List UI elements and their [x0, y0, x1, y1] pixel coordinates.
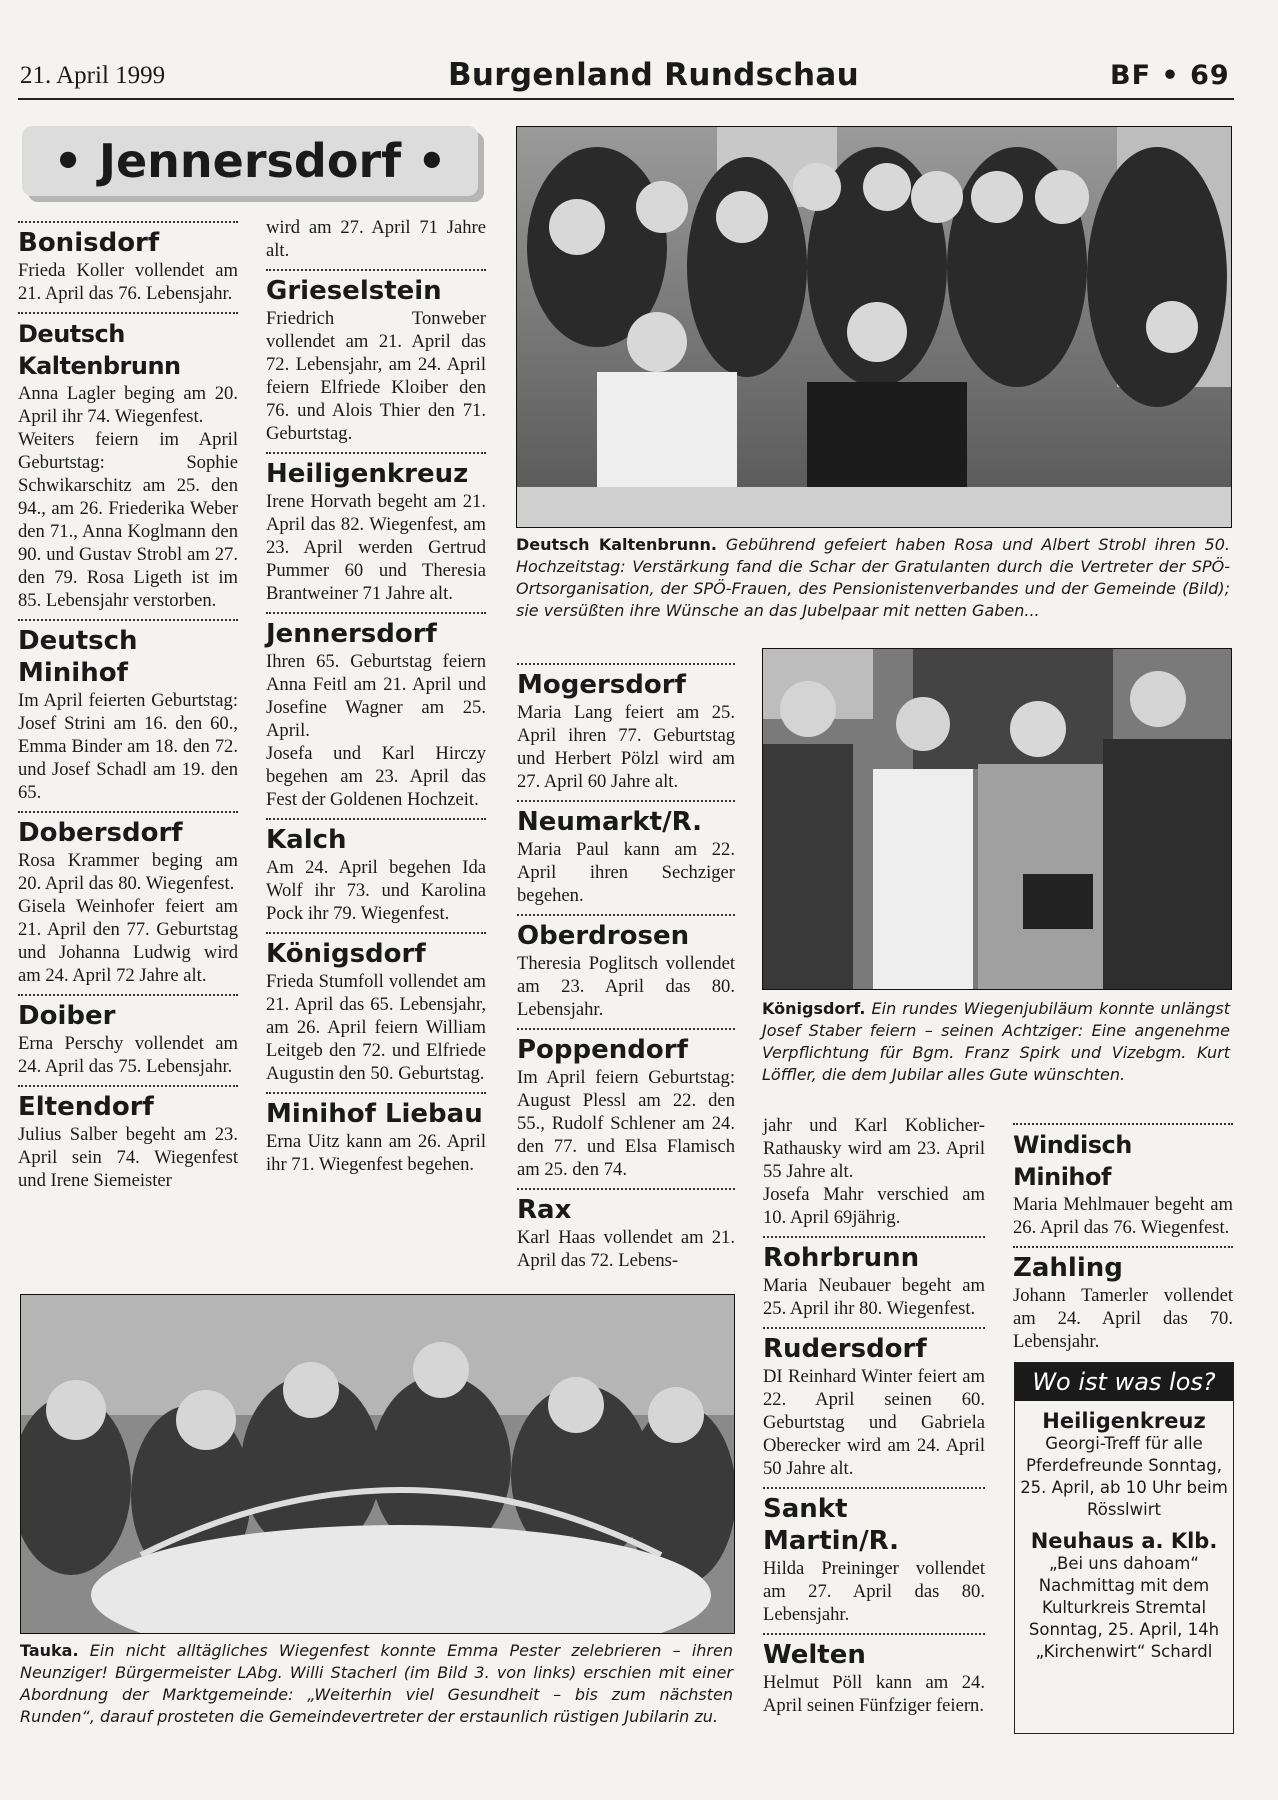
- event-text-heiligenkreuz: Georgi-Treff für alle Pferdefreunde Sonntag, 25. April, ab 10 Uhr beim Rösslwirt: [1020, 1434, 1228, 1519]
- heading-mogersdorf: Mogersdorf: [517, 670, 686, 700]
- page-number: BF • 69: [1110, 60, 1230, 91]
- caption-text: Ein rundes Wiegenjubiläum konnte unlängst Josef Staber feiern – seinen Achtziger: Eine angenehme Verpflichtung für Bgm. Franz Spirk und Vizebgm. Kurt Löffler, die dem Jubilar alles Gute wünschten.: [762, 999, 1230, 1084]
- header-rule: [18, 98, 1234, 100]
- text-jennersdorf-1: Ihren 65. Geburtstag feiern Anna Feitl am 21. April und Josefine Wagner am 25. April.: [266, 651, 486, 741]
- issue-date: 21. April 1999: [20, 62, 166, 89]
- dotted-divider: [266, 269, 486, 271]
- heading-grieselstein: Grieselstein: [266, 276, 442, 306]
- event-heading-neuhaus: Neuhaus a. Klb.: [1030, 1529, 1218, 1553]
- text-dobersdorf-2: Gisela Weinhofer feiert am 21. April den 77. Geburtstag und Johanna Ludwig wird am 24. April 72 Jahre alt.: [18, 896, 238, 986]
- events-title: Wo ist was los?: [1015, 1363, 1233, 1401]
- heading-doiber: Doiber: [18, 1001, 116, 1031]
- event-heading-heiligenkreuz: Heiligenkreuz: [1042, 1409, 1206, 1433]
- photo-birthday-table: [21, 1295, 734, 1633]
- dotted-divider: [1013, 1123, 1233, 1125]
- caption-tauka: [20, 1640, 733, 1728]
- heading-bonisdorf: Bonisdorf: [18, 228, 160, 258]
- heading-welten: Welten: [763, 1640, 866, 1670]
- heading-rohrbrunn: Rohrbrunn: [763, 1243, 920, 1273]
- dotted-divider: [18, 1085, 238, 1087]
- heading-neumarkt: Neumarkt/R.: [517, 807, 702, 837]
- caption-koenigsdorf: [762, 998, 1230, 1086]
- heading-rudersdorf: Rudersdorf: [763, 1334, 927, 1364]
- text-heiligenkreuz: Irene Horvath begeht am 21. April das 82. Wiegenfest, am 23. April werden Gertrud Pummer 60 und Theresia Brantweiner 71 Jahre alt.: [266, 491, 486, 604]
- photo-tauka: [20, 1294, 735, 1634]
- text-welten: Helmut Pöll kann am 24. April seinen Fünfziger feiern.: [763, 1672, 985, 1716]
- photo-group-portrait: [517, 127, 1231, 527]
- dotted-divider: [763, 1487, 985, 1489]
- dotted-divider: [266, 818, 486, 820]
- dotted-divider: [18, 619, 238, 621]
- heading-sankt-martin: Sankt Martin/R.: [763, 1494, 899, 1556]
- column-4: [763, 1114, 985, 1717]
- text-mogersdorf: Maria Lang feiert am 25. April ihren 77. Geburtstag und Herbert Pölzl wird am 27. April 60 Jahre alt.: [517, 702, 735, 792]
- dotted-divider: [763, 1236, 985, 1238]
- text-zahling: Johann Tamerler vollendet am 24. April das 70. Lebensjahr.: [1013, 1285, 1233, 1352]
- text-bonisdorf: Frieda Koller vollendet am 21. April das 76. Lebensjahr.: [18, 260, 238, 304]
- dotted-divider: [763, 1327, 985, 1329]
- text-doiber: Erna Perschy vollendet am 24. April das 75. Lebensjahr.: [18, 1033, 238, 1077]
- column-1: [18, 214, 238, 1192]
- dotted-divider: [18, 994, 238, 996]
- dotted-divider: [517, 1188, 735, 1190]
- column-5: [1013, 1116, 1233, 1353]
- caption-text: Gebührend gefeiert haben Rosa und Albert Strobl ihren 50. Hochzeitstag: Verstärkung fand die Schar der Gratulanten durch die Vertreter der SPÖ-Ortsorganisation, der SPÖ-Frauen, des Pensionistenverbandes und der Gemeinde (Bild); sie versüßten ihre Wünsche an das Jubelpaar mit netten Gaben...: [516, 535, 1230, 620]
- text-windisch-minihof: Maria Mehlmauer begeht am 26. April das 76. Wiegenfest.: [1013, 1194, 1233, 1238]
- heading-eltendorf: Eltendorf: [18, 1092, 154, 1122]
- heading-windisch-minihof: Windisch Minihof: [1013, 1131, 1132, 1191]
- heading-jennersdorf: Jennersdorf: [266, 619, 437, 649]
- dotted-divider: [266, 452, 486, 454]
- caption-place: Tauka.: [20, 1641, 79, 1660]
- newspaper-title: Burgenland Rundschau: [448, 57, 859, 93]
- heading-zahling: Zahling: [1013, 1253, 1123, 1283]
- dotted-divider: [517, 800, 735, 802]
- heading-dobersdorf: Dobersdorf: [18, 818, 183, 848]
- text-dobersdorf-1: Rosa Krammer beging am 20. April das 80. Wiegenfest.: [18, 850, 238, 894]
- text-koenigsdorf: Frieda Stumfoll vollendet am 21. April das 65. Lebensjahr, am 26. April feiern William Leitgeb den 72. und Elfriede Augustin den 50. Geburtstag.: [266, 971, 486, 1084]
- dotted-divider: [18, 811, 238, 813]
- photo-four-people: [763, 649, 1231, 989]
- photo-deutsch-kaltenbrunn: [516, 126, 1232, 528]
- text-deutsch-kaltenbrunn-1: Anna Lagler beging am 20. April ihr 74. Wiegenfest.: [18, 383, 238, 427]
- caption-deutsch-kaltenbrunn: [516, 534, 1230, 622]
- text-continuation: wird am 27. April 71 Jahre alt.: [266, 217, 486, 261]
- heading-oberdrosen: Oberdrosen: [517, 921, 690, 951]
- text-deutsch-kaltenbrunn-2: Weiters feiern im April Geburtstag: Sophie Schwikarschitz am 25. den 94., am 26. Friederika Weber den 71., Anna Koglmann den 90. und Gustav Strobl am 27. den 79. Rosa Ligeth ist im 85. Lebensjahr verstorben.: [18, 429, 238, 611]
- dotted-divider: [18, 312, 238, 314]
- dotted-divider: [517, 1028, 735, 1030]
- heading-deutsch-minihof: Deutsch Minihof: [18, 626, 138, 688]
- column-2: [266, 216, 486, 1176]
- dotted-divider: [266, 612, 486, 614]
- caption-place: Königsdorf.: [762, 999, 866, 1018]
- events-box: [1014, 1362, 1234, 1734]
- dotted-divider: [763, 1633, 985, 1635]
- event-text-neuhaus: „Bei uns dahoam“ Nachmittag mit dem Kulturkreis Stremtal Sonntag, 25. April, 14h „Kirchenwirt“ Schardl: [1028, 1554, 1220, 1661]
- text-rax: Karl Haas vollendet am 21. April das 72. Lebens-: [517, 1227, 735, 1271]
- caption-place: Deutsch Kaltenbrunn.: [516, 535, 718, 554]
- heading-minihof-liebau: Minihof Liebau: [266, 1099, 483, 1129]
- text-rudersdorf: DI Reinhard Winter feiert am 22. April seinen 60. Geburtstag und Gabriela Oberecker wird am 24. April 50 Jahre alt.: [763, 1366, 985, 1479]
- column-3: [517, 656, 735, 1272]
- dotted-divider: [266, 932, 486, 934]
- dotted-divider: [18, 221, 238, 223]
- text-continuation: jahr und Karl Koblicher-Rathausky wird am 23. April 55 Jahre alt.: [763, 1115, 985, 1182]
- text-poppendorf: Im April feiern Geburtstag: August Plessl am 22. den 55., Rudolf Schlener am 24. den 77. und Elsa Flamisch am 25. den 74.: [517, 1067, 735, 1180]
- dotted-divider: [517, 663, 735, 665]
- text-continuation-2: Josefa Mahr verschied am 10. April 69jährig.: [763, 1184, 985, 1228]
- dotted-divider: [1013, 1246, 1233, 1248]
- text-jennersdorf-2: Josefa und Karl Hirczy begehen am 23. April das Fest der Goldenen Hochzeit.: [266, 743, 486, 810]
- text-deutsch-minihof: Im April feierten Geburtstag: Josef Strini am 16. den 60., Emma Binder am 18. den 72. und Josef Schadl am 19. den 65.: [18, 690, 238, 803]
- heading-rax: Rax: [517, 1195, 572, 1225]
- text-oberdrosen: Theresia Poglitsch vollendet am 23. April das 80. Lebensjahr.: [517, 953, 735, 1020]
- heading-heiligenkreuz: Heiligenkreuz: [266, 459, 469, 489]
- text-neumarkt: Maria Paul kann am 22. April ihren Sechziger begehen.: [517, 839, 735, 906]
- heading-deutsch-kaltenbrunn: Deutsch Kaltenbrunn: [18, 320, 181, 380]
- heading-kalch: Kalch: [266, 825, 347, 855]
- heading-poppendorf: Poppendorf: [517, 1035, 688, 1065]
- dotted-divider: [266, 1092, 486, 1094]
- dotted-divider: [517, 914, 735, 916]
- text-rohrbrunn: Maria Neubauer begeht am 25. April ihr 80. Wiegenfest.: [763, 1275, 985, 1319]
- section-banner: • Jennersdorf •: [22, 126, 478, 196]
- caption-text: Ein nicht alltägliches Wiegenfest konnte Emma Pester zelebrieren – ihren Neunziger! Bürgermeister LAbg. Willi Stacherl (im Bild 3. von links) erschien mit einer Abordnung der Marktgemeinde: „Weiterhin viel Gesundheit – bis zum nächsten Runden“, darauf prosteten die Gemeindevertreter der erstaunlich rüstigen Jubilarin zu.: [20, 1641, 733, 1726]
- text-grieselstein: Friedrich Tonweber vollendet am 21. April das 72. Lebensjahr, am 24. April feiern Elfriede Kloiber den 76. und Alois Thier den 71. Geburtstag.: [266, 308, 486, 444]
- text-minihof-liebau: Erna Uitz kann am 26. April ihr 71. Wiegenfest begehen.: [266, 1131, 486, 1175]
- heading-koenigsdorf: Königsdorf: [266, 939, 426, 969]
- text-sankt-martin: Hilda Preininger vollendet am 27. April das 80. Lebensjahr.: [763, 1558, 985, 1625]
- photo-koenigsdorf: [762, 648, 1232, 990]
- text-kalch: Am 24. April begehen Ida Wolf ihr 73. und Karolina Pock ihr 79. Wiegenfest.: [266, 857, 486, 924]
- text-eltendorf: Julius Salber begeht am 23. April sein 74. Wiegenfest und Irene Siemeister: [18, 1124, 238, 1191]
